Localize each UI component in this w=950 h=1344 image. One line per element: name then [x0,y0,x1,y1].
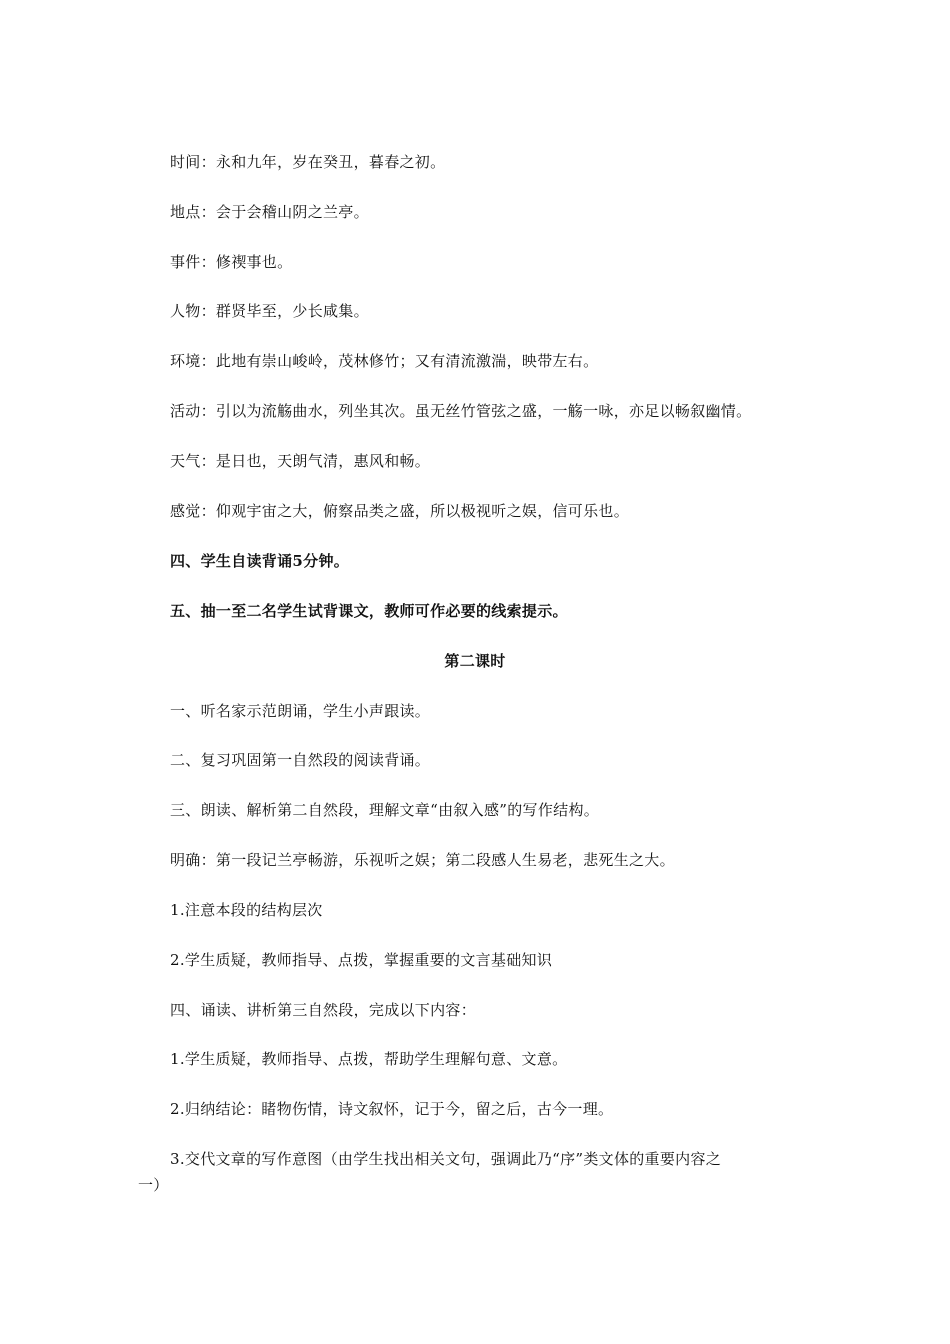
sub-item-2: 2.学生质疑，教师指导、点拨，掌握重要的文言基础知识 [170,951,553,969]
item4-sub-2: 2.归纳结论：睹物伤情，诗文叙怀，记于今，留之后，古今一理。 [170,1100,614,1118]
lesson2-item-4: 四、诵读、讲析第三自然段，完成以下内容： [170,1001,477,1019]
event-line: 事件：修禊事也。 [170,253,293,271]
lesson2-item-3: 三、朗读、解析第二自然段，理解文章“由叙入感”的写作结构。 [170,801,600,819]
activity-line: 活动：引以为流觞曲水，列坐其次。虽无丝竹管弦之盛，一觞一咏，亦足以畅叙幽情。 [170,402,752,420]
lesson2-item-1: 一、听名家示范朗诵，学生小声跟读。 [170,702,431,720]
item4-sub-1: 1.学生质疑，教师指导、点拨，帮助学生理解句意、文意。 [170,1050,568,1068]
lesson2-item-2: 二、复习巩固第一自然段的阅读背诵。 [170,751,431,769]
item4-sub-3-continued: 一） [138,1176,169,1194]
second-lesson-title: 第二课时 [444,652,506,670]
sub-item-1: 1.注意本段的结构层次 [170,901,323,919]
item4-sub-3: 3.交代文章的写作意图（由学生找出相关文句，强调此乃“序”类文体的重要内容之 [170,1150,722,1168]
feeling-line: 感觉：仰观宇宙之大，俯察品类之盛，所以极视听之娱，信可乐也。 [170,502,630,520]
environment-line: 环境：此地有崇山峻岭，茂林修竹；又有清流激湍，映带左右。 [170,352,599,370]
step-four-heading: 四、学生自读背诵5分钟。 [170,552,350,570]
step-five-heading: 五、抽一至二名学生试背课文，教师可作必要的线索提示。 [170,602,568,620]
people-line: 人物：群贤毕至，少长咸集。 [170,302,369,320]
weather-line: 天气：是日也，天朗气清，惠风和畅。 [170,452,431,470]
place-line: 地点：会于会稽山阴之兰亭。 [170,203,369,221]
clarification-line: 明确：第一段记兰亭畅游，乐视听之娱；第二段感人生易老，悲死生之大。 [170,851,675,869]
time-line: 时间：永和九年，岁在癸丑，暮春之初。 [170,153,446,171]
